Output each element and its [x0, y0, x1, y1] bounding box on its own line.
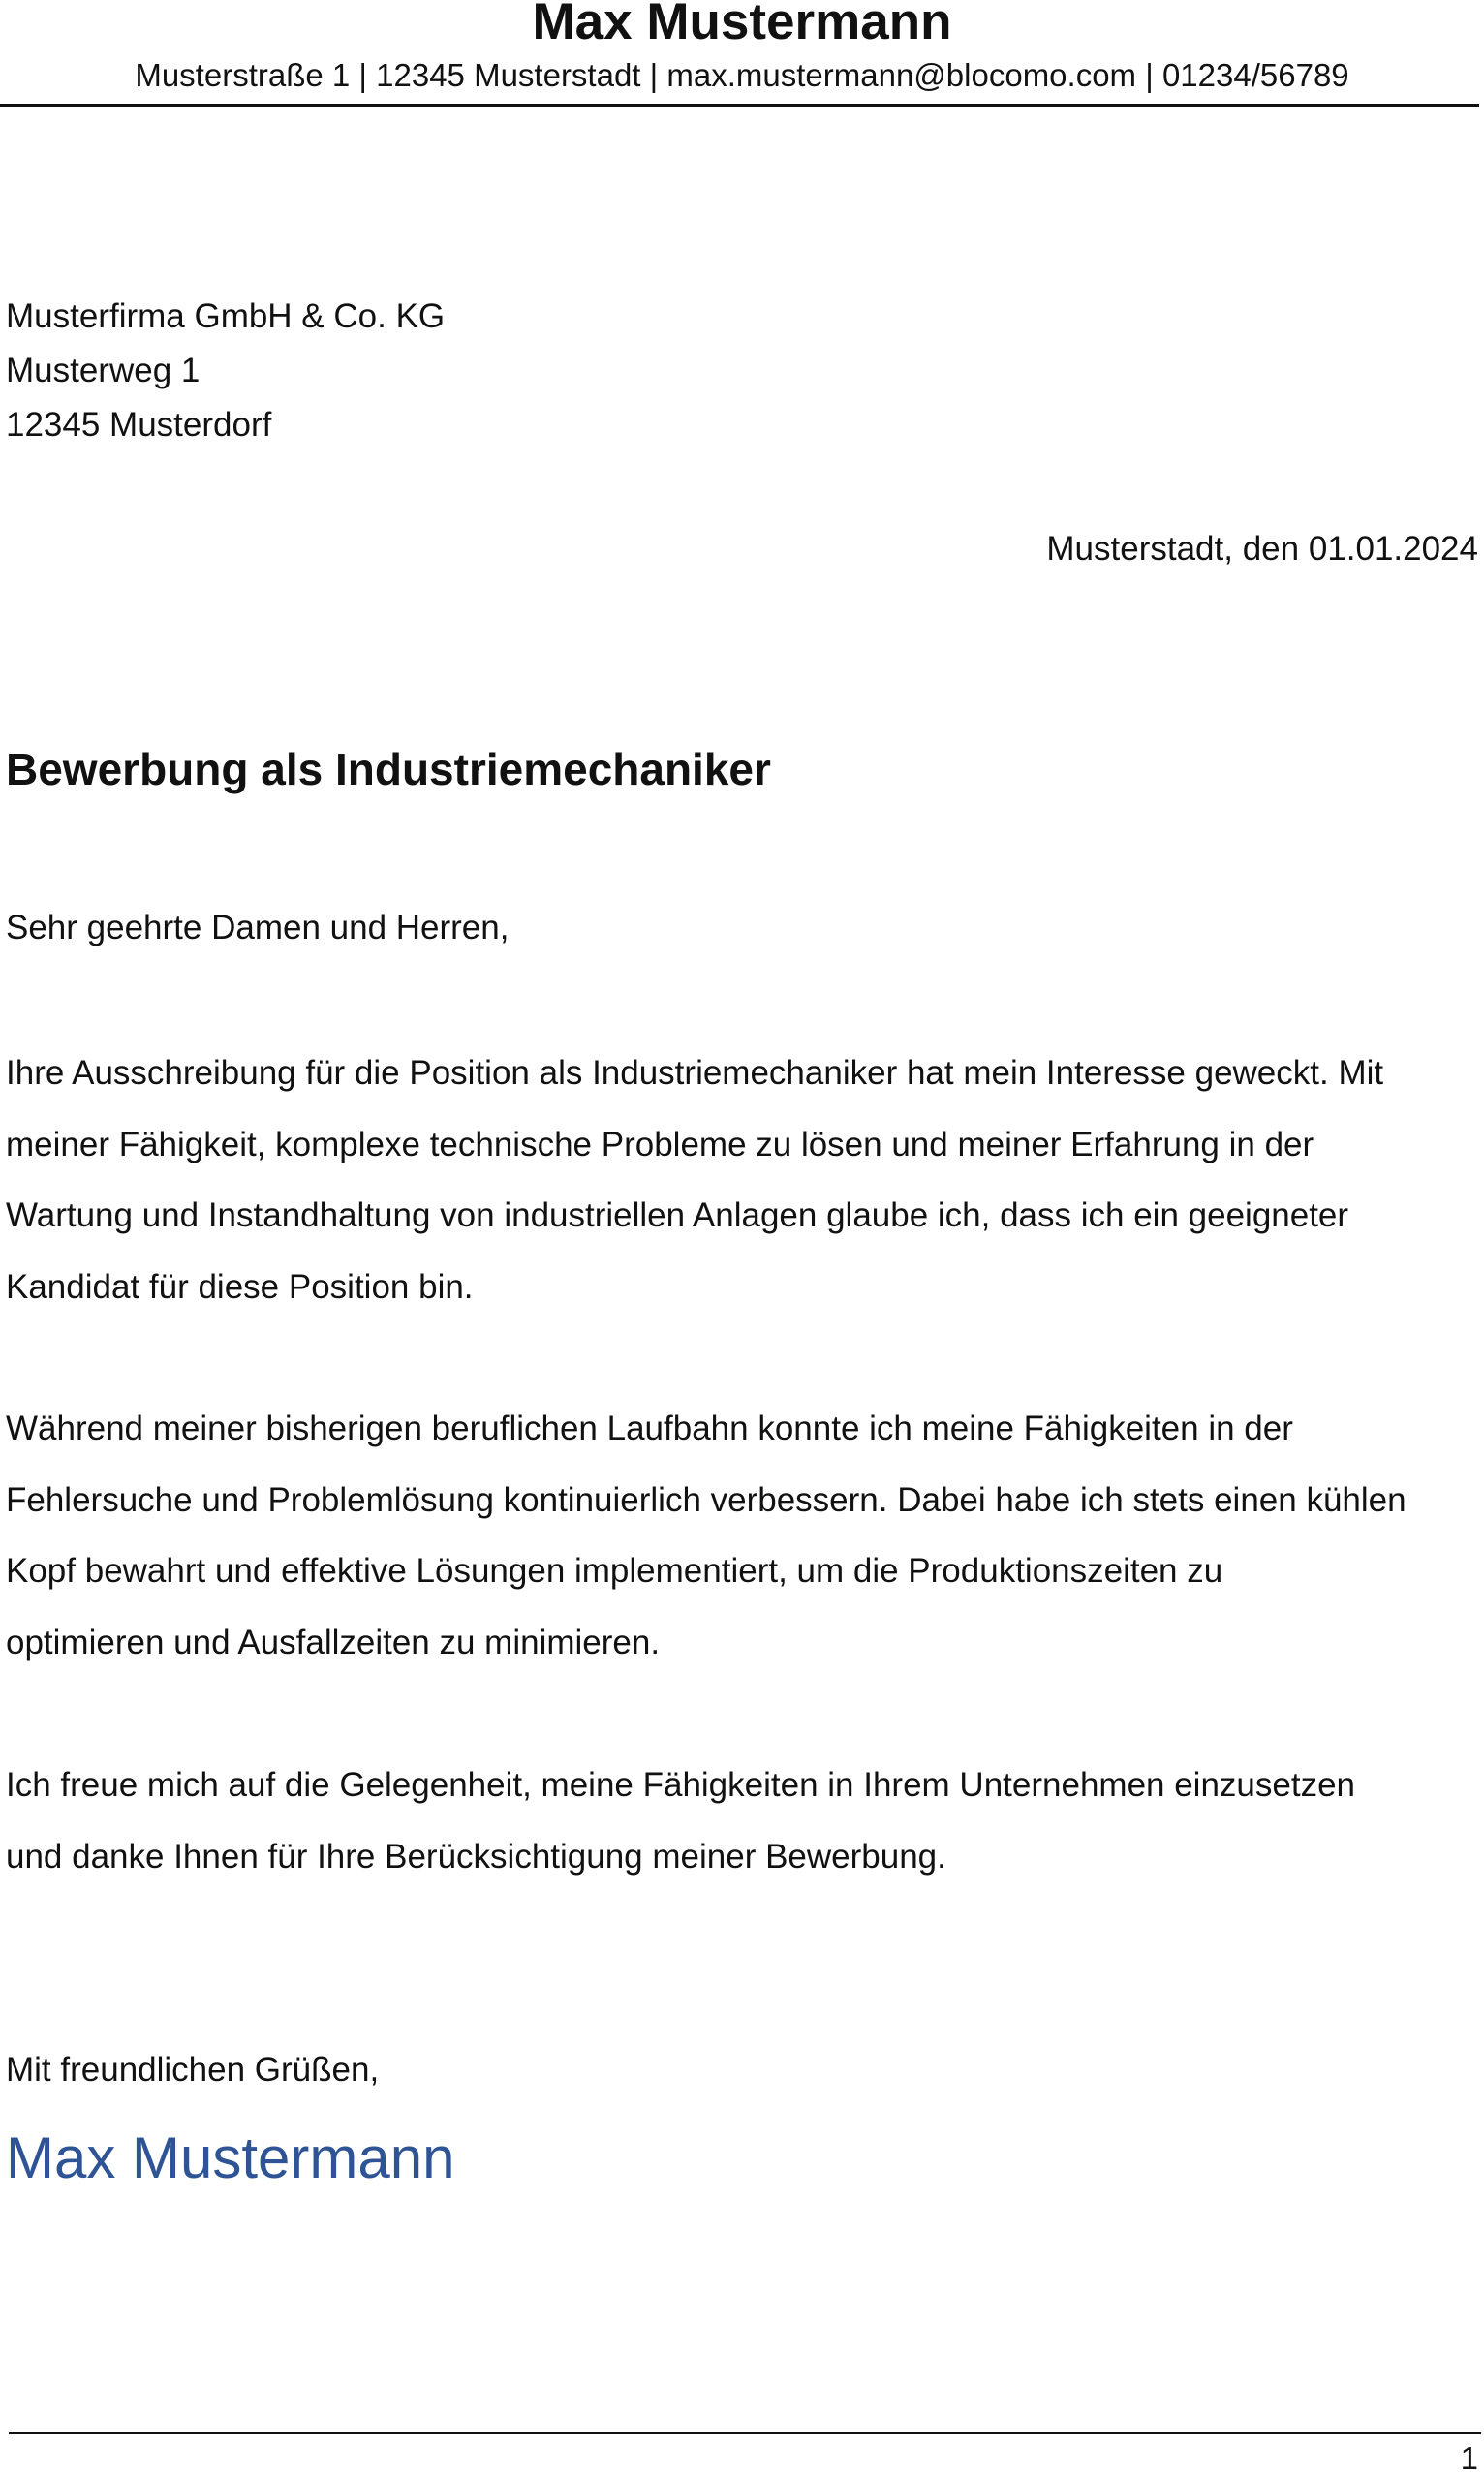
- footer-divider: [9, 2432, 1481, 2434]
- recipient-address: [6, 290, 445, 452]
- sender-contact-line: Musterstraße 1 | 12345 Musterstadt | max.mustermann@blocomo.com | 01234/56789: [135, 57, 1349, 93]
- page-number: 1: [1460, 2440, 1478, 2476]
- sender-name: Max Mustermann: [532, 0, 952, 50]
- text-line: Während meiner bisherigen beruflichen Laufbahn konnte ich meine Fähigkeiten in der: [6, 1410, 1293, 1447]
- text-line: Wartung und Instandhaltung von industriellen Anlagen glaube ich, dass ich ein geeigneter: [6, 1196, 1349, 1234]
- body-paragraph-2: [6, 1393, 1478, 1678]
- letter-subject: Bewerbung als Industriemechaniker: [6, 744, 771, 794]
- text-line: Kopf bewahrt und effektive Lösungen implementiert, um die Produktionszeiten zu: [6, 1552, 1223, 1590]
- text-line: Ihre Ausschreibung für die Position als Industriemechaniker hat mein Interesse geweckt. Mit: [6, 1054, 1384, 1092]
- recipient-city: 12345 Musterdorf: [6, 406, 272, 444]
- letter-date: Musterstadt, den 01.01.2024: [1046, 530, 1478, 568]
- text-line: Ich freue mich auf die Gelegenheit, meine Fähigkeiten in Ihrem Unternehmen einzusetzen: [6, 1766, 1356, 1804]
- recipient-street: Musterweg 1: [6, 352, 201, 389]
- body-paragraph-1: [6, 1038, 1478, 1322]
- text-line: Fehlersuche und Problemlösung kontinuierlich verbessern. Dabei habe ich stets einen kühlen: [6, 1480, 1407, 1519]
- text-line: Kandidat für diese Position bin.: [6, 1267, 474, 1306]
- text-line: meiner Fähigkeit, komplexe technische Probleme zu lösen und meiner Erfahrung in der: [6, 1125, 1314, 1163]
- salutation: Sehr geehrte Damen und Herren,: [6, 909, 510, 946]
- body-paragraph-3: [6, 1750, 1478, 1892]
- text-line: und danke Ihnen für Ihre Berücksichtigung meiner Bewerbung.: [6, 1837, 946, 1876]
- recipient-company: Musterfirma GmbH & Co. KG: [6, 297, 446, 335]
- closing-phrase: Mit freundlichen Grüßen,: [6, 2051, 380, 2089]
- header-divider: [0, 104, 1479, 107]
- text-line: optimieren und Ausfallzeiten zu minimieren.: [6, 1623, 661, 1661]
- signature-name: Max Mustermann: [6, 2125, 455, 2190]
